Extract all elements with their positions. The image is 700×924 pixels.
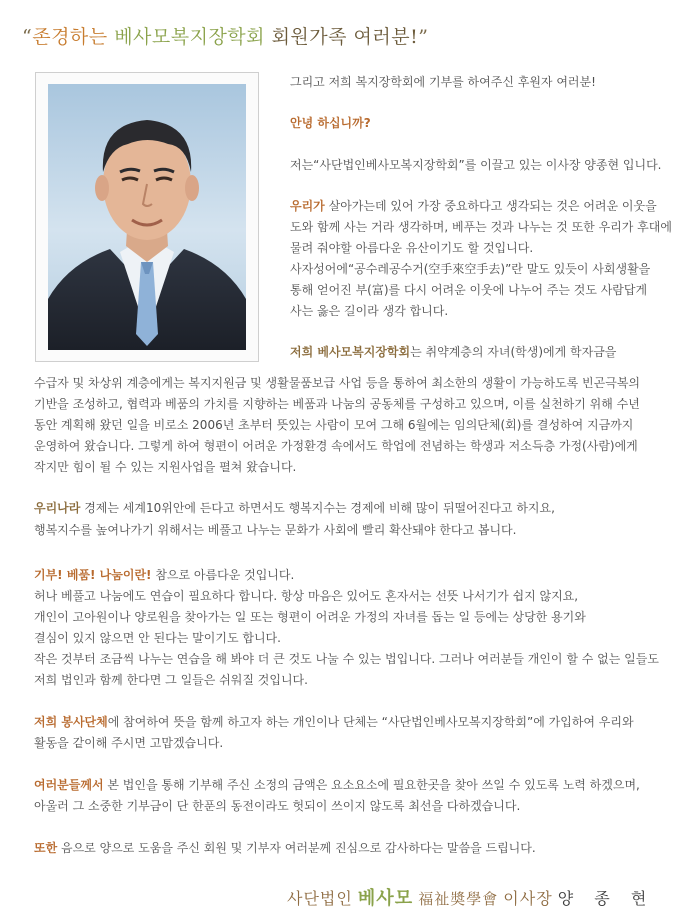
para6-line1: 여러분들께서 본 법인을 통해 기부해 주신 소정의 금액은 요소요소에 필요한곳을 찾아 쓰일 수 있도록 노력 하겠으며, [34,778,640,792]
para2-line2: 수급자 및 차상위 계층에게는 복지지원금 및 생활물품보급 사업 등을 통하여 최소한의 생활이 가능하도록 빈곤극복의 [34,376,641,390]
title-part-members: 회원가족 여러분! [271,26,419,48]
signature-org-name: 베사모 [357,888,414,909]
portrait-illustration [48,84,246,350]
signature-person: 양 종 현 [557,889,655,908]
para1-line6: 사는 옳은 길이라 생각 합니다. [290,304,449,318]
intro-line-supporters: 그리고 저희 복지장학회에 기부를 하여주신 후원자 여러분! [290,75,596,89]
para2-line4: 동안 계획해 왔던 일을 비로소 2006년 초부터 뜻있는 사람이 모여 그해 6월에는 임의단체(회)를 결성하여 지금까지 [34,418,634,432]
signature [287,884,654,910]
title-close-quote: ” [418,26,429,48]
para3-line1: 우리나라 경제는 세계10위안에 든다고 하면서도 행복지수는 경제에 비해 많이 뒤떨어진다고 하지요, [34,501,555,515]
title-part-respect: 존경하는 [32,26,108,48]
signature-hanja: 福祉奬學會 [418,890,499,908]
intro-greeting [290,113,371,133]
portrait-photo [48,84,246,350]
para1-line1: 우리가 살아가는데 있어 가장 중요하다고 생각되는 것은 어려운 이웃을 [290,199,657,213]
signature-org-type: 사단법인 [287,889,353,908]
para1-line3: 물려 줘야할 아름다운 유산이기도 할 것입니다. [290,241,534,255]
portrait-frame [35,72,259,362]
para2-line1: 저희 베사모복지장학회는 취약계층의 자녀(학생)에게 학자금을 [290,345,617,359]
para6-lead: 여러분들께서 [34,778,104,792]
para3-lead: 우리나라 [34,501,81,515]
para1-line5: 통해 얻어진 부(富)를 다시 어려운 이웃에 나누어 주는 것도 사람답게 [290,283,648,297]
para5-line1: 저희 봉사단체에 참여하여 뜻을 함께 하고자 하는 개인이나 단체는 “사단법인베사모복지장학회”에 가입하여 우리와 [34,715,634,729]
para5-lead: 저희 봉사단체 [34,715,108,729]
page-title [22,22,428,49]
para6-line2: 아울러 그 소중한 기부금이 단 한푼의 동전이라도 헛되이 쓰이지 않도록 최선을 다하겠습니다. [34,799,521,813]
para7-lead: 또한 [34,841,58,855]
para4-line6: 저희 법인과 함께 한다면 그 일들은 쉬워질 것입니다. [34,673,308,687]
para3-line2: 행복지수를 높여나가기 위해서는 베풀고 나누는 문화가 사회에 빨리 확산돼야 한다고 봅니다. [34,523,517,537]
para4-line5: 작은 것부터 조금씩 나누는 연습을 해 봐야 더 큰 것도 나눌 수 있는 법입니다. 그러나 여러분들 개인이 할 수 없는 일들도 [34,652,659,666]
para7-line1: 또한 음으로 양으로 도움을 주신 회원 및 기부자 여러분께 진심으로 감사하다는 말씀을 드립니다. [34,841,536,855]
para2-line6: 작지만 힘이 될 수 있는 지원사업을 펼쳐 왔습니다. [34,460,297,474]
para4-line2: 허나 베풀고 나눔에도 연습이 필요하다 합니다. 항상 마음은 있어도 혼자서는 선뜻 나서기가 쉽지 않지요, [34,589,579,603]
title-open-quote: “ [22,26,33,48]
para1-lead: 우리가 [290,199,325,213]
para2-line3: 기반을 조성하고, 협력과 베품의 가치를 지향하는 베품과 나눔의 공동체를 구성하고 있으며, 이를 실천하기 위해 수년 [34,397,640,411]
para2-lead: 저희 베사모복지장학회 [290,345,411,359]
para4-line4: 결심이 있지 않으면 안 된다는 말이기도 합니다. [34,631,281,645]
signature-role: 이사장 [503,889,553,908]
para5-line2: 활동을 같이해 주시면 고맙겠습니다. [34,736,224,750]
para4-line1: 기부! 베품! 나눔이란! 참으로 아름다운 것입니다. [34,568,295,582]
para4-line3: 개인이 고아원이나 양로원을 찾아가는 일 또는 형편이 어려운 가정의 자녀를 돕는 일 등에는 상당한 용기와 [34,610,586,624]
para1-line2: 도와 함께 사는 거라 생각하며, 베푸는 것과 나누는 것 또한 우리가 후대에 [290,220,672,234]
greeting-text: 안녕 하십니까? [290,116,371,130]
para1-line4: 사자성어에“공수레공수거(空手來空手去)”란 말도 있듯이 사회생활을 [290,262,651,276]
para2-line5: 운영하여 왔습니다. 그렇게 하여 형편이 어려운 가정환경 속에서도 학업에 전념하는 학생과 저소득층 가정(사람)에게 [34,439,638,453]
intro-line-self: 저는“사단법인베사모복지장학회”를 이끌고 있는 이사장 양종현 입니다. [290,158,662,172]
title-part-org: 베사모복지장학회 [114,26,266,48]
para4-lead: 기부! 베품! 나눔이란! [34,568,152,582]
